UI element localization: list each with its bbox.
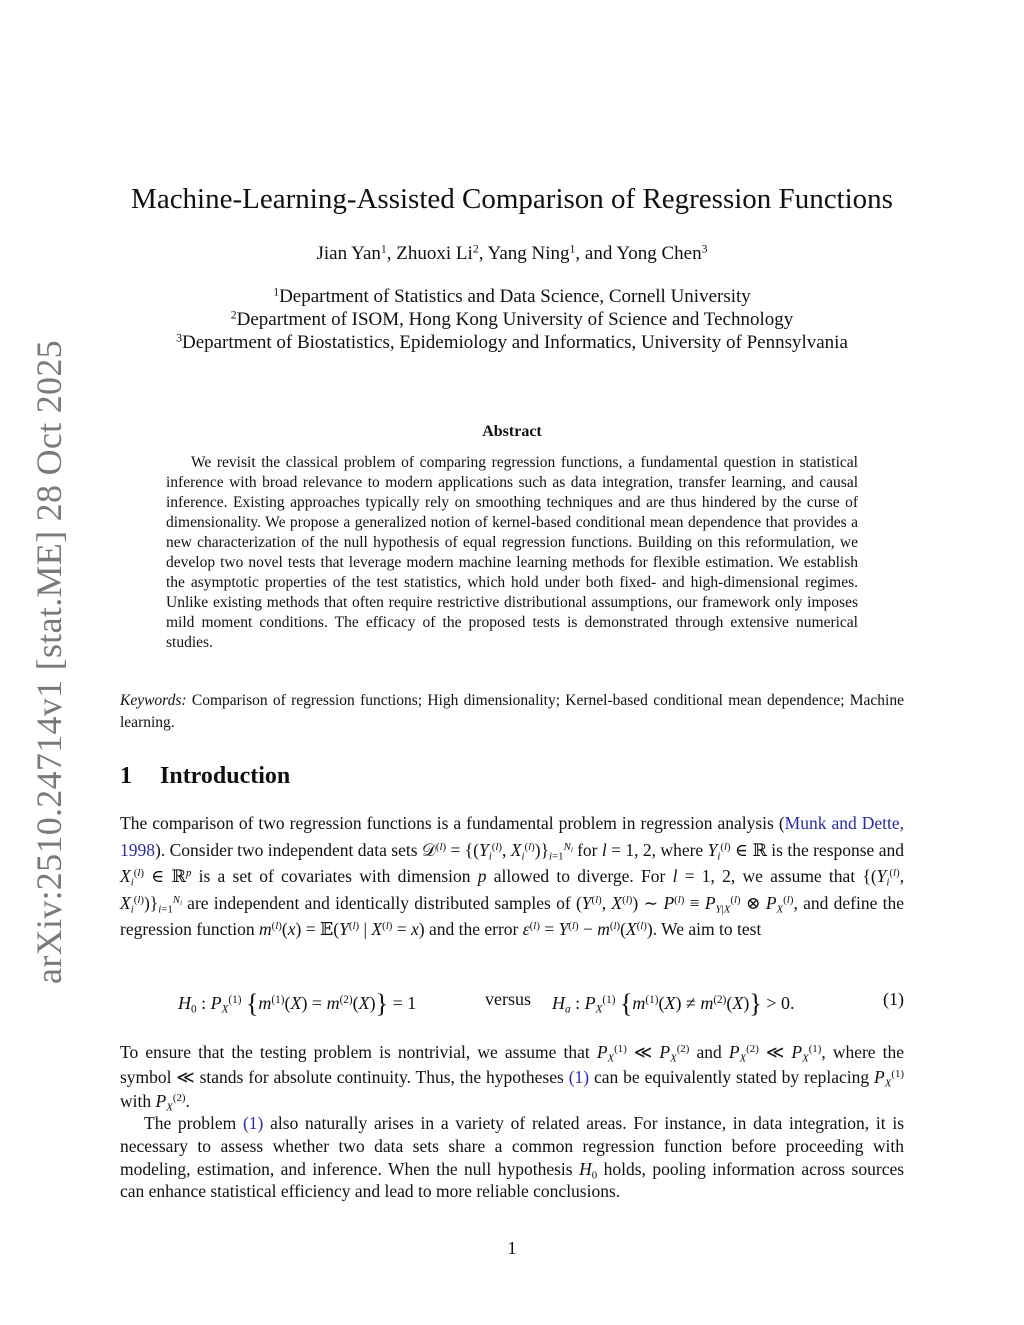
affiliation — [0, 332, 1024, 354]
author-affiliation-mark: 2 — [472, 242, 479, 256]
math-inline: $m^{(l)}(x)$ = $𝔼(Y^{(l)}$ | $X^{(l)} = x$) — [259, 919, 425, 939]
text-span: , where the symbol ≪ stands for absolute continuity. Thus, the hypotheses — [120, 1042, 905, 1087]
text-span: ). Consider two independent data sets — [155, 839, 418, 860]
author-name: Yang Ning — [487, 243, 570, 264]
math-inline: $\varepsilon^{(l)} = Y^{(l)} - m^{(l)}(X^{(l)})$ — [522, 919, 653, 939]
text-span: holds, pooling information across sources can enhance statistical efficiency and lead to more reliable conclusions. — [120, 1158, 905, 1202]
keywords-label: Keywords: — [120, 692, 187, 709]
math-inline: $H_0$ — [579, 1158, 598, 1181]
author-separator: , — [478, 243, 488, 264]
abstract-body: We revisit the classical problem of comparing regression functions, a fundamental question in statistical inference with broad relevance to modern applications such as data integration, transfer learning, and causal inference. Existing approaches typically rely on smoothing techniques and are thus hindered by the curse of dimensionality. We propose a generalized notion of kernel-based conditional mean dependence that provides a new characterization of the null hypothesis of equal regression functions. Building on this reformulation, we develop two novel tests that leverage modern machine learning methods for flexible estimation. We establish the asymptotic properties of the test statistics, which hold under both fixed- and high-dimensional regimes. Unlike existing methods that often require restrictive distributional assumptions, our framework only imposes mild moment conditions. The efficacy of the proposed tests is demonstrated through extensive numerical studies. — [166, 454, 858, 651]
equation-versus: versus — [485, 989, 531, 1009]
section-title: Introduction — [160, 763, 291, 789]
paper-title: Machine-Learning-Assisted Comparison of Regression Functions — [131, 183, 893, 215]
math-inline: $P_X^{(2)}$ — [155, 1091, 186, 1114]
null-hypothesis: $H_0$ : $P_X^{(1)}$ $\{m^{(1)}(X) = m^{(2)}(X)\} = 1$ — [178, 989, 417, 1018]
affiliation-number: 3 — [176, 331, 182, 345]
author-name: Jian Yan — [316, 243, 381, 264]
math-inline: ($Y^{(l)}$, $X^{(l)}$) ∼ $P^{(l)} \equiv P_{Y|X}^{(l)}$ ⊗ $P_X^{(l)}$ — [575, 892, 794, 915]
section-number: 1 — [120, 763, 132, 789]
math-inline: p — [477, 866, 487, 886]
text-span: To ensure that the testing problem is nontrivial, we assume that — [120, 1042, 590, 1062]
text-span: and the error — [428, 919, 519, 939]
citation-link[interactable]: Munk and Dette, 1998 — [120, 813, 904, 860]
math-inline: $X_i^{(l)}$ ∈ ℝ$^p$ — [120, 866, 192, 889]
equation-reference-link[interactable]: (1) — [568, 1066, 590, 1087]
affiliation — [0, 286, 1024, 308]
author-name: Yong Chen — [616, 243, 702, 264]
intro-paragraph-2: To ensure that the testing problem is nontrivial, we assume that $P_X^{(1)}$ ≪ $P_X^{(2)}$ and $P_X^{(2)}$ ≪ $P_X^{(1)}$, where the symbol ≪ stands for absolute continuity. Thus, the hypotheses (1) can be equivalently stated by replacing $P_X^{(1)}$ with $P_X^{(2)}$. — [120, 1042, 905, 1114]
text-span: for — [577, 839, 598, 860]
math-inline: $Y_i^{(l)}$ ∈ ℝ — [707, 839, 767, 862]
author-separator: , and — [575, 243, 617, 264]
section-heading — [120, 763, 290, 790]
keywords — [120, 690, 904, 734]
text-span: is a set of covariates with dimension — [198, 866, 471, 886]
text-span: are independent and identically distributed samples of — [187, 892, 571, 913]
text-span: also naturally arises in a variety of related areas. For instance, in data integration, it is necessary to assess whether two data sets share a common regression function before proceeding with modeling, estimation, and inference. When the null hypothesis — [120, 1113, 905, 1179]
alternative-hypothesis: $H_a$ : $P_X^{(1)}$ $\{m^{(1)}(X) \ne m^{(2)}(X)\} > 0$. — [552, 989, 795, 1018]
text-span: The comparison of two regression functions is a fundamental problem in regression analysis ( — [120, 813, 785, 833]
affiliation-text: Department of ISOM, Hong Kong University of Science and Technology — [236, 309, 794, 330]
display-equation-1 — [178, 985, 904, 1019]
affiliation-text: Department of Statistics and Data Science, Cornell University — [279, 286, 751, 307]
text-span: , we assume that — [730, 866, 856, 886]
abstract-heading: Abstract — [482, 423, 542, 440]
page-number: 1 — [507, 1238, 517, 1258]
affiliation-text: Department of Biostatistics, Epidemiology and Informatics, University of Pennsylvania — [181, 332, 848, 353]
math-inline: l — [601, 839, 607, 860]
equation-reference-link[interactable]: (1) — [242, 1113, 264, 1133]
math-inline: $P_X^{(1)}$ ≪ $P_X^{(2)}$ — [596, 1042, 690, 1065]
equation-number: (1) — [883, 989, 904, 1009]
affiliation-number: 2 — [230, 308, 237, 322]
keywords-text: Comparison of regression functions; High dimensionality; Kernel-based conditional mean dependence; Machine learning. — [120, 692, 904, 731]
intro-paragraph-1: The comparison of two regression functions is a fundamental problem in regression analysis (Munk and Dette, 1998). Consider two independent data sets 𝒟$^{(l)}$ = {($Y_i^{(l)}$, $X_i^{(l)})\}_{i=1}^{N_l}$ for l = 1, 2, where $Y_i^{(l)}$ ∈ ℝ is the response and $X_i^{(l)}$ ∈ ℝ$^p$ is a set of covariates with dimension p allowed to diverge. For l = 1, 2, we assume that {($Y_i^{(l)}$, $X_i^{(l)})\}_{i=1}^{N_l}$ are independent and identically distributed samples of ($Y^{(l)}$, $X^{(l)}$) ∼ $P^{(l)} \equiv P_{Y|X}^{(l)}$ ⊗ $P_X^{(l)}$, and define the regression function $m^{(l)}(x)$ = $𝔼(Y^{(l)}$ | $X^{(l)} = x$) and the error $\varepsilon^{(l)} = Y^{(l)} - m^{(l)}(X^{(l)})$. We aim to test — [120, 813, 905, 939]
text-span: and — [696, 1042, 722, 1062]
text-span: The problem — [144, 1113, 237, 1133]
affiliation — [0, 309, 1024, 331]
text-span: is the response and — [771, 839, 904, 860]
arxiv-identifier-text: arXiv:2510.24714v1 [stat.ME] 28 Oct 2025 — [29, 340, 69, 984]
math-inline: $P_X^{(1)}$ — [874, 1066, 905, 1089]
text-span: can be equivalently stated by replacing — [594, 1066, 870, 1087]
math-inline: $P_X^{(2)}$ ≪ $P_X^{(1)}$ — [728, 1042, 822, 1065]
author-affiliation-mark: 3 — [701, 242, 708, 256]
intro-paragraph-3 — [120, 1112, 904, 1203]
text-span: , where — [651, 839, 704, 860]
text-span: allowed to diverge. For — [493, 866, 666, 886]
text-span: , and define the regression function — [120, 892, 905, 939]
affiliation-number: 1 — [273, 285, 280, 299]
author-affiliation-mark: 1 — [380, 242, 387, 256]
text-span: with — [120, 1091, 152, 1111]
math-inline: {($Y_i^{(l)}$, $X_i^{(l)})\}_{i=1}^{N_l}$ — [120, 866, 905, 915]
author-affiliation-mark: 1 — [569, 242, 576, 256]
math-dataset: 𝒟$^{(l)}$ = {($Y_i^{(l)}$, $X_i^{(l)})\}_{i=1}^{N_l}$ — [421, 839, 573, 862]
math-inline: l — [672, 866, 678, 886]
author-list — [0, 243, 1024, 265]
text-span: . We aim to test — [652, 919, 762, 939]
author-separator: , — [386, 243, 397, 264]
author-name: Zhuoxi Li — [396, 243, 473, 264]
